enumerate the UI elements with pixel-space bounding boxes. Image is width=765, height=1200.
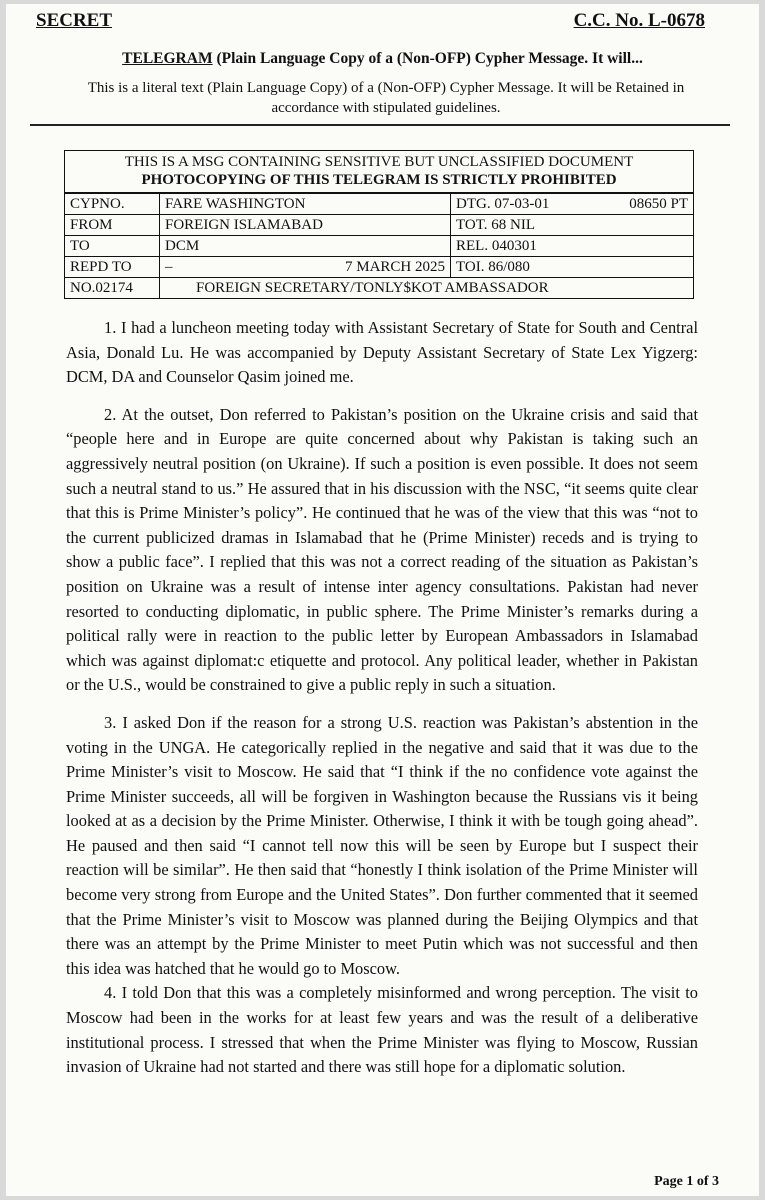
paragraph-2: 2. At the outset, Don referred to Pakistan’s position on the Ukraine crisis and said that “people here and in Europe are quite concerned about why Pakistan is taking such an aggressively neutral position (on Ukraine). If such a position is even possible. It does not seem such a neutral stand to us.” He assured that in his discussion with the NSC, “it seems quite clear that this is Prime Minister’s policy”. He continued that he was of the view that this was “not to the current publicized dramas in Islamabad that he (Prime Minister) receds and is trying to show a public face”. I replied that this was not a correct reading of the situation as Pakistan’s position on Ukraine was a result of intense inter agency consultations. Pakistan had never resorted to conducting diplomatic, in public sphere. The Prime Minister’s remarks during a political rally were in reaction to the public letter by European Ambassadors in Islamabad which was against diplomat:c etiquette and protocol. Any political leader, whether in Pakistan or the U.S., would be constrained to give a public reply in such a situation. bbox=[66, 404, 698, 695]
row-right: TOI. 86/080 bbox=[451, 257, 694, 278]
repd-dash: – bbox=[165, 259, 173, 275]
table-row bbox=[65, 257, 694, 278]
banner-line-1: THIS IS A MSG CONTAINING SENSITIVE BUT UNCLASSIFIED DOCUMENT bbox=[124, 154, 634, 170]
row-right: TOT. 68 NIL bbox=[451, 215, 694, 236]
table-row bbox=[65, 278, 694, 299]
row-right bbox=[451, 193, 694, 215]
dtg-time: 08650 PT bbox=[629, 196, 688, 212]
row-label: CYPNO. bbox=[65, 193, 160, 215]
table-row bbox=[65, 193, 694, 215]
row-value: DCM bbox=[160, 236, 451, 257]
telegram-title-word: TELEGRAM bbox=[122, 50, 213, 67]
page-number: Page 1 of 3 bbox=[654, 1174, 719, 1189]
row-label: REPD TO bbox=[65, 257, 160, 278]
row-label: FROM bbox=[65, 215, 160, 236]
table-row bbox=[65, 215, 694, 236]
literal-text-note: This is a literal text (Plain Language Copy) of a (Non-OFP) Cypher Message. It will be Retained in accordance with stipulated guidelines. bbox=[87, 80, 685, 116]
document-page bbox=[6, 4, 759, 1196]
row-value: FARE WASHINGTON bbox=[160, 193, 451, 215]
paragraph-3: 3. I asked Don if the reason for a strong U.S. reaction was Pakistan’s abstention in the voting in the UNGA. He categorically replied in the negative and said that it was due to the Prime Minister’s visit to Moscow. He said that “I think if the no confidence vote against the Prime Minister succeeds, all will be forgiven in Washington because the Russians vis it being looked at as a decision by the Prime Minister. Otherwise, I think it with be tough going ahead”. He paused and then said “I cannot tell now this will be seen by Europe but I suspect their reaction will be similar”. He then said that “honestly I think isolation of the Prime Minister will become very strong from Europe and the United States”. Don further commented that it seemed that the Prime Minister’s visit to Moscow was planned during the Beijing Olympics and that there was an attempt by the Prime Minister to meet Putin which was not successful and then this idea was hatched that he would go to Moscow. bbox=[66, 712, 698, 978]
banner-line-2: PHOTOCOPYING OF THIS TELEGRAM IS STRICTLY PROHIBITED bbox=[141, 172, 617, 188]
cc-number: C.C. No. L-0678 bbox=[573, 10, 705, 31]
row-label: NO.02174 bbox=[65, 278, 160, 299]
row-label: TO bbox=[65, 236, 160, 257]
telegram-title-rest: (Plain Language Copy of a (Non-OFP) Cypher Message. It will... bbox=[212, 50, 643, 67]
row-right: REL. 040301 bbox=[451, 236, 694, 257]
cypher-header-table bbox=[64, 150, 694, 299]
classification-label: SECRET bbox=[36, 10, 113, 31]
paragraph-4: 4. I told Don that this was a completely misinformed and wrong perception. The visit to Moscow had been in the works for at least few years and was the result of a deliberative institutional process. I stressed that when the Prime Minister was flying to Moscow, Russian invasion of Ukraine had not started and there was still hope for a diplomatic solution. bbox=[66, 983, 698, 1077]
telegram-title bbox=[6, 50, 759, 68]
paragraph-1: 1. I had a luncheon meeting today with Assistant Secretary of State for South and Central Asia, Donald Lu. He was accompanied by Deputy Assistant Secretary of State Lex Yigzerg: DCM, DA and Counselor Qasim joined me. bbox=[66, 318, 698, 387]
row-value: FOREIGN ISLAMABAD bbox=[160, 215, 451, 236]
repd-date: 7 MARCH 2025 bbox=[344, 259, 445, 275]
divider bbox=[30, 124, 730, 126]
table-row bbox=[65, 236, 694, 257]
row-value bbox=[160, 257, 451, 278]
dtg-value: DTG. 07-03-01 bbox=[456, 196, 550, 212]
table-banner bbox=[65, 151, 694, 194]
row-value: FOREIGN SECRETARY/TONLY$KOT AMBASSADOR bbox=[160, 278, 694, 299]
message-body bbox=[66, 316, 698, 1080]
